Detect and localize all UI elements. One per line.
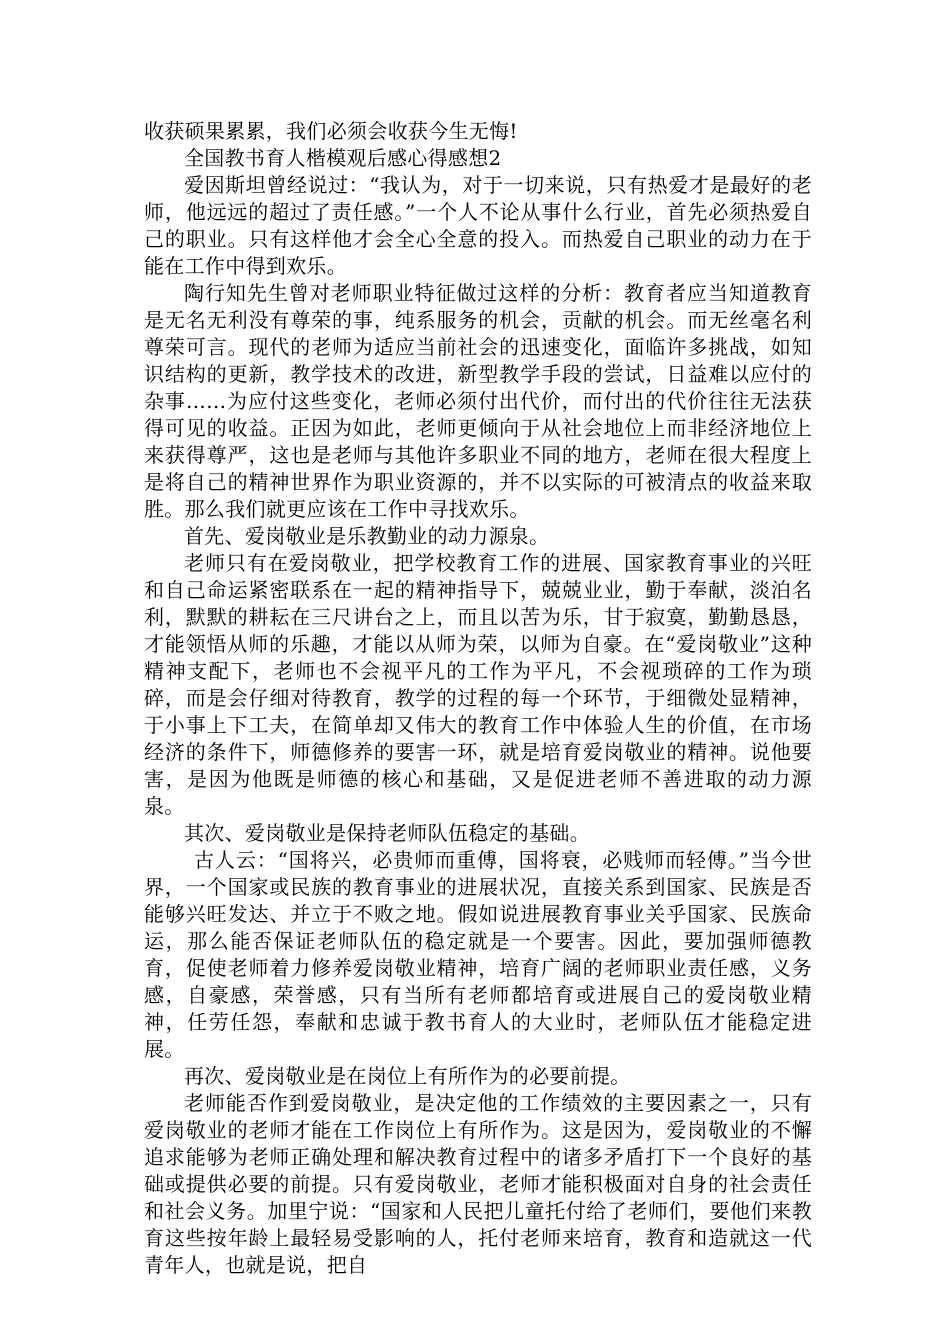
subheading-third: 再次、爱岗敬业是在岗位上有所作为的必要前提。 — [184, 1064, 631, 1088]
section-heading: 全国教书育人楷模观后感心得感想2 — [184, 146, 502, 170]
paragraph-first: 老师只有在爱岗敬业，把学校教育工作的进展、国家教育事业的兴旺和自己命运紧密联系在一起的精神指导下，兢兢业业，勤于奉献，淡泊名利，默默的耕耘在三尺讲台之上，而且以苦为乐，甘于寂寞，勤勤恳恳，才能领悟从师的乐趣，才能以从师为荣，以师为自豪。在“爱岗敬业”这种精神支配下，老师也不会视平凡的工作为平凡，不会视琐碎的工作为琐碎，而是会仔细对待教育，教学的过程的每一个环节，于细微处显精神，于小事上下工夫，在简单却又伟大的教育工作中体验人生的价值，在市场经济的条件下，师德修养的要害一环，就是培育爱岗敬业的精神。说他要害，是因为他既是师德的核心和基础，又是促进老师不善进取的动力源泉。 — [144, 551, 812, 818]
paragraph-third: 老师能否作到爱岗敬业，是决定他的工作绩效的主要因素之一，只有爱岗敬业的老师才能在工作岗位上有所作为。这是因为，爱岗敬业的不懈追求能够为老师正确处理和解决教育过程中的诸多矛盾打下一个良好的基础或提供必要的前提。只有爱岗敬业，老师才能积极面对自身的社会责任和社会义务。加里宁说：“国家和人民把儿童托付给了老师们，要他们来教育这些按年龄上最轻易受影响的人，托付老师来培育，教育和造就这一代青年人，也就是说，把自 — [144, 1091, 812, 1277]
paragraph-tao-xingzhi: 陶行知先生曾对老师职业特征做过这样的分析：教育者应当知道教育是无名无利没有尊荣的事，纯系服务的机会，贡献的机会。而无丝毫名利尊荣可言。现代的老师为适应当前社会的迅速变化，面临许多挑战，如知识结构的更新，教学技术的改进，新型教学手段的尝试，日益难以应付的杂事……为应付这些变化，老师必须付出代价，而付出的代价往往无法获得可见的收益。正因为如此，老师更倾向于从社会地位上而非经济地位上来获得尊严，这也是老师与其他许多职业不同的地方，老师在很大程度上是将自己的精神世界作为职业资源的，并不以实际的可被清点的收益来取胜。那么我们就更应该在工作中寻找欢乐。 — [144, 281, 812, 521]
subheading-second: 其次、爱岗敬业是保持老师队伍稳定的基础。 — [184, 821, 590, 845]
paragraph-1: 收获硕果累累，我们必须会收获今生无悔! — [144, 119, 518, 143]
subheading-first: 首先、爱岗敬业是乐教勤业的动力源泉。 — [184, 524, 550, 548]
paragraph-second: 古人云：“国将兴，必贵师而重傅，国将衰，必贱师而轻傅。”当今世界，一个国家或民族的教育事业的进展状况，直接关系到国家、民族是否能够兴旺发达、并立于不败之地。假如说进展教育事业关乎国家、民族命运，那么能否保证老师队伍的稳定就是一个要害。因此，要加强师德教育，促使老师着力修养爱岗敬业精神，培育广阔的老师职业责任感，义务感，自豪感，荣誉感，只有当所有老师都培育或进展自己的爱岗敬业精神，任劳任怨，奉献和忠诚于教书育人的大业时，老师队伍才能稳定进展。 — [144, 848, 812, 1061]
document-body — [144, 118, 812, 1279]
paragraph-einstein-quote: 爱因斯坦曾经说过：“我认为，对于一切来说，只有热爱才是最好的老师，他远远的超过了责任感。”一个人不论从事什么行业，首先必须热爱自己的职业。只有这样他才会全心全意的投入。而热爱自己职业的动力在于能在工作中得到欢乐。 — [144, 173, 812, 278]
